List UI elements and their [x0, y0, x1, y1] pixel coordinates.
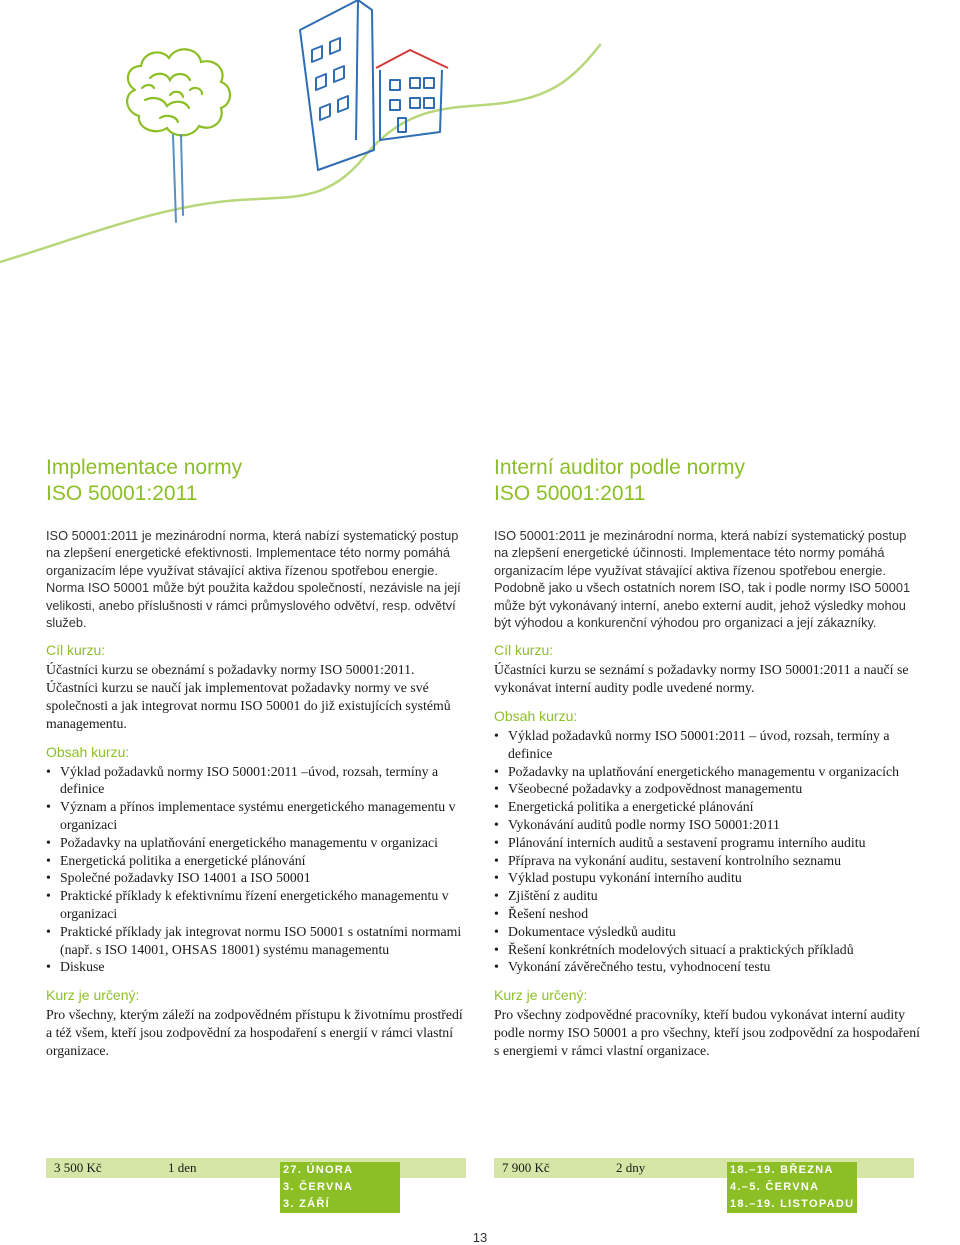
list-item: • Dokumentace výsledků auditu [494, 923, 676, 939]
right-goal-text: Účastníci kurzu se seznámí s požadavky normy ISO 50001:2011 a naučí se vykonávat interní audity podle uvedené normy. [494, 662, 909, 696]
list-item: • Požadavky na uplatňování energetického managementu v organizacích [494, 763, 900, 779]
right-course-column [494, 455, 920, 1070]
right-price: 7 900 Kč [502, 1160, 550, 1175]
right-title-line1: Interní auditor podle normy [494, 456, 745, 479]
right-content-list [494, 727, 920, 976]
hill-line [0, 45, 600, 262]
list-item: • Praktické příklady k efektivnímu řízení energetického managementu v organizaci [46, 888, 449, 921]
right-title-line2: ISO 50001:2011 [494, 482, 646, 505]
left-course-title [46, 455, 466, 507]
page-number: 13 [472, 1230, 488, 1245]
list-item: • Výklad požadavků normy ISO 50001:2011 – úvod, rozsah, termíny a definice [494, 728, 890, 761]
small-building-icon [376, 50, 448, 140]
left-title-line2: ISO 50001:2011 [46, 482, 198, 505]
left-audience-heading: Kurz je určený: [46, 987, 140, 1004]
left-course-column [46, 455, 466, 1070]
list-item: • Význam a přínos implementace systému energetického managementu v organizaci [46, 799, 456, 833]
right-goal-heading: Cíl kurzu: [494, 642, 554, 659]
list-item: • Energetická politika a energetické plánování [494, 799, 754, 815]
list-item: • Požadavky na uplatňování energetického managementu v organizaci [46, 834, 438, 850]
right-content-heading: Obsah kurzu: [494, 708, 578, 725]
left-audience-text: Pro všechny, kterým záleží na zodpovědném přístupu k životnímu prostředí a též všem, kteří jsou zodpovědní za hospodaření s energií v rámci vlastní organizace. [46, 1007, 463, 1058]
hill-illustration [0, 0, 960, 300]
date-item: 18.–19. BŘEZNA [730, 1164, 834, 1176]
left-intro-text: ISO 50001:2011 je mezinárodní norma, která nabízí systematický postup na zlepšení energetické efektivnosti. Implementace této normy pomáhá organizacím lépe využívat stávající aktiva řízenou spotřebou energie. Norma ISO 50001 může být použita každou společností, nezávisle na její velikosti, anebo příslušnosti v rámci průmyslového odvětví, resp. odvětví služeb. [46, 528, 461, 631]
date-item: 3. ČERVNA [283, 1181, 354, 1193]
left-content-heading: Obsah kurzu: [46, 743, 130, 760]
list-item: • Výklad požadavků normy ISO 50001:2011 –úvod, rozsah, termíny a definice [46, 763, 439, 797]
list-item: • Praktické příklady jak integrovat normu ISO 50001 s ostatními normami (např. s ISO 14001, OHSAS 18001) systému managementu [46, 923, 462, 957]
list-item: • Řešení neshod [494, 906, 589, 921]
right-intro-text: ISO 50001:2011 je mezinárodní norma, která nabízí systematický postup na zlepšení energetické účinnosti. Implementace této normy pomáhá organizacím lépe využívat stávající aktiva řízenou spotřebou energie. Podobně jako u všech ostatních norem ISO, tak i podle normy ISO 50001 může být vykonávaný interní, anebo externí audit, jehož výsledky mohou být výhodou a konkurenční výhodou pro organizaci a její zákazníky. [494, 528, 911, 631]
list-item: • Vykonání závěrečného testu, vyhodnocení testu [494, 959, 771, 975]
list-item: • Zjištění z auditu [494, 888, 598, 904]
left-goal-heading: Cíl kurzu: [46, 642, 106, 659]
left-price-bar [46, 1158, 466, 1178]
right-dates [727, 1162, 857, 1213]
list-item: • Diskuse [46, 959, 105, 975]
list-item: • Řešení konkrétních modelových situací a praktických příkladů [494, 941, 854, 957]
list-item: • Společné požadavky ISO 14001 a ISO 50001 [46, 870, 311, 886]
left-goal-text: Účastníci kurzu se obeznámí s požadavky normy ISO 50001:2011. Účastníci kurzu se naučí jak implementovat požadavky normy ve své společnosti a jak integrovat normu ISO 50001 do již existujících systémů managementu. [46, 662, 451, 731]
list-item: • Výklad postupu vykonání interního auditu [494, 870, 742, 886]
date-item: 18.–19. LISTOPADU [730, 1198, 855, 1210]
date-item: 3. ZÁŘÍ [283, 1198, 330, 1210]
list-item: • Plánování interních auditů a sestavení programu interního auditu [494, 834, 866, 850]
left-duration: 1 den [168, 1160, 197, 1175]
left-dates [280, 1162, 400, 1213]
right-course-title [494, 455, 920, 507]
list-item: • Všeobecné požadavky a zodpovědnost managementu [494, 781, 803, 797]
left-price: 3 500 Kč [54, 1160, 102, 1175]
date-item: 27. ÚNORA [283, 1164, 354, 1176]
list-item: • Energetická politika a energetické plánování [46, 852, 306, 868]
right-duration: 2 dny [616, 1160, 646, 1175]
left-title-line1: Implementace normy [46, 456, 243, 479]
list-item: • Vykonávání auditů podle normy ISO 50001:2011 [494, 817, 780, 833]
right-audience-heading: Kurz je určený: [494, 987, 588, 1004]
tree-icon [127, 49, 230, 135]
list-item: • Příprava na vykonání auditu, sestavení kontrolního seznamu [494, 852, 841, 868]
right-audience-text: Pro všechny zodpovědné pracovníky, kteří budou vykonávat interní audity podle normy ISO 50001 a pro všechny, kteří jsou zodpovědní za hospodaření s energiemi v rámci vlastní organizace. [494, 1007, 920, 1058]
date-item: 4.–5. ČERVNA [730, 1181, 820, 1193]
tall-building-icon [300, 0, 374, 170]
left-content-list [46, 763, 466, 977]
